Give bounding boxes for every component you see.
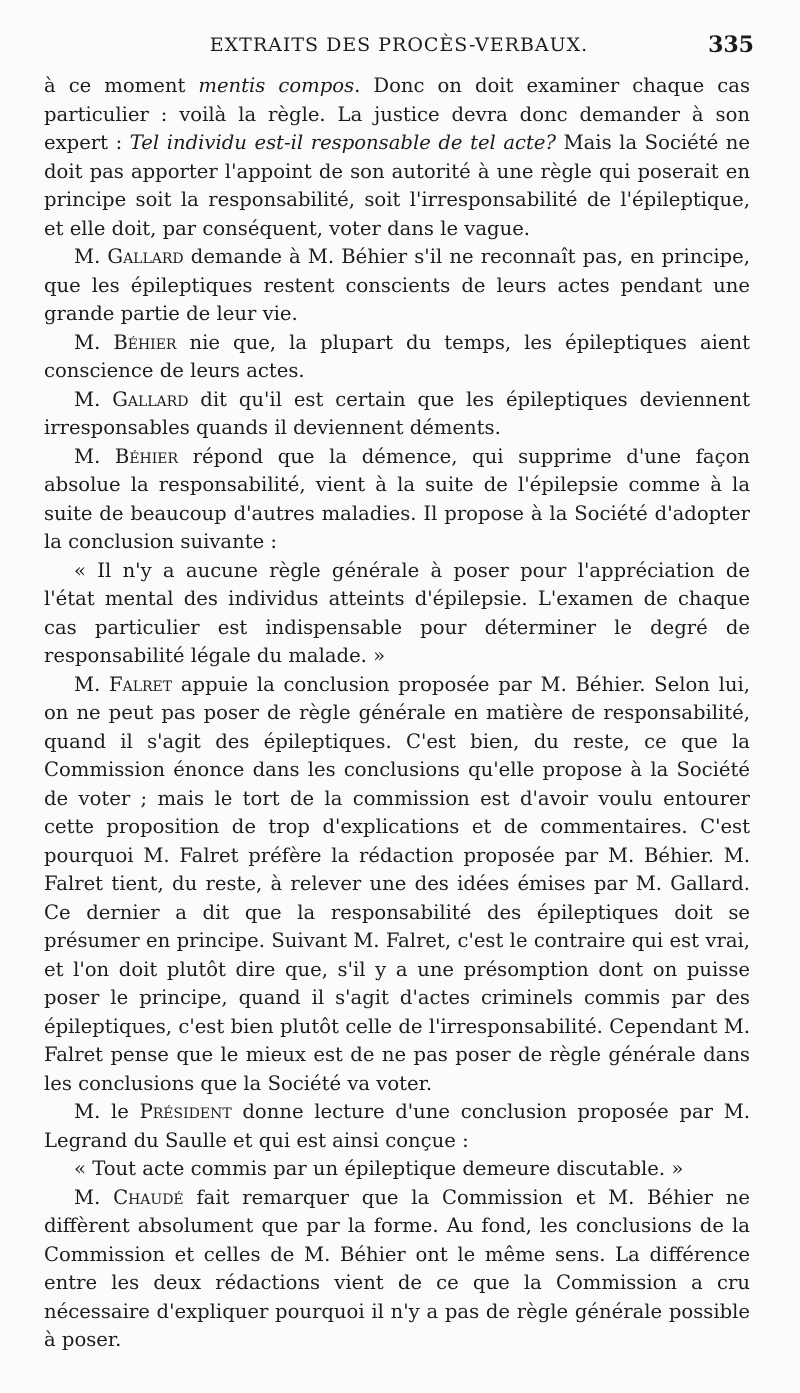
text-run: M. (74, 245, 108, 268)
text-run: à ce moment (44, 74, 199, 97)
paragraph-10 (44, 1184, 750, 1355)
text-run: M. (74, 444, 115, 468)
speaker-name: Béhier (114, 444, 179, 468)
quoted-conclusion: « Il n'y a aucune règle générale à poser pour l'appréciation de l'état mental des individus atteints d'épilepsie. L'examen de chaque cas particulier est indispensable pour déterminer le degré de responsabilité légale du malade. » (44, 558, 750, 667)
page-body (44, 72, 750, 1355)
quoted-conclusion-legrand: « Tout acte commis par un épileptique demeure discutable. » (74, 1157, 684, 1180)
text-run: appuie la conclusion proposée par M. Béhier. Selon lui, on ne peut pas poser de règle générale en matière de responsabilité, quand il s'agit des épileptiques. C'est bien, du reste, ce que la Commission énonce dans les conclusions qu'elle propose à la Société de voter ; mais le tort de la commission est d'avoir voulu entourer cette proposition de trop d'explications et de commentaires. C'est pourquoi M. Falret préfère la rédaction proposée par M. Béhier. M. Falret tient, du reste, à relever une des idées émises par M. Gallard. Ce dernier a dit que la responsabilité des épileptiques doit se présumer en principe. Suivant M. Falret, c'est le contraire qui est vrai, et l'on doit plutôt dire que, s'il y a une présomption dont on puisse poser le principe, quand il s'agit d'actes criminels commis par des épileptiques, c'est bien plutôt celle de l'irresponsabilité. Cependant M. Falret pense que le mieux est de ne pas poser de règle générale dans les conclusions que la Société va voter. (44, 672, 750, 1095)
running-title: EXTRAITS DES PROCÈS-VERBAUX. (209, 34, 589, 56)
text-run: dit qu'il est certain que les épileptiques deviennent irresponsables quands il deviennent déments. (44, 387, 750, 439)
text-run: M. le (74, 1100, 140, 1123)
speaker-name: Chaudé (113, 1185, 184, 1209)
italic-phrase: mentis compos (198, 74, 355, 97)
text-run: donne lecture d'une conclusion proposée par M. Legrand du Saulle et qui est ainsi conçue : (44, 1100, 750, 1152)
paragraph-3 (44, 329, 750, 386)
text-run: fait remarquer que la Commission et M. Béhier ne diffèrent absolument que par la forme. Au fond, les conclusions de la Commission et celles de M. Béhier ont le même sens. La différence entre les deux rédactions vient de ce que la Commission a cru nécessaire d'expliquer pourquoi il n'y a pas de règle générale possible à poser. (44, 1185, 750, 1351)
speaker-name: Falret (109, 672, 173, 696)
text-run: M. (74, 387, 113, 411)
text-run: M. (74, 1185, 114, 1209)
speaker-name: Gallard (107, 245, 184, 268)
speaker-name: Président (139, 1100, 232, 1123)
page-header (44, 28, 754, 62)
paragraph-7 (44, 671, 750, 1099)
page-number: 335 (708, 32, 754, 58)
text-run: M. (74, 672, 110, 696)
text-run: répond que la démence, qui supprime d'une façon absolue la responsabilité, vient à la suite de l'épilepsie comme à la suite de beaucoup d'autres maladies. Il propose à la Société d'adopter la conclusion suivante : (44, 444, 750, 553)
text-run: . Donc on doit examiner chaque cas particulier : voilà la règle. La justice devra donc demander à son expert : (44, 74, 751, 154)
text-run: nie que, la plupart du temps, les épileptiques aient conscience de leurs actes. (44, 330, 750, 382)
paragraph-8 (44, 1098, 750, 1155)
text-run: demande à M. Béhier s'il ne reconnaît pas, en principe, que les épileptiques restent conscients de leurs actes pendant une grande partie de leur vie. (44, 245, 750, 325)
paragraph-5 (44, 443, 750, 557)
speaker-name: Gallard (112, 387, 189, 411)
paragraph-2 (44, 243, 750, 329)
text-run: Mais la Société ne doit pas apporter l'appoint de son autorité à une règle qui poserait en principe soit la responsabilité, soit l'irresponsabilité de l'épileptique, et elle doit, par conséquent, voter dans le vague. (44, 131, 750, 240)
speaker-name: Béhier (113, 330, 177, 354)
paragraph-4 (44, 386, 750, 443)
italic-question: Tel individu est-il responsable de tel acte? (129, 131, 556, 154)
paragraph-1 (44, 72, 750, 243)
text-run: M. (74, 330, 114, 354)
